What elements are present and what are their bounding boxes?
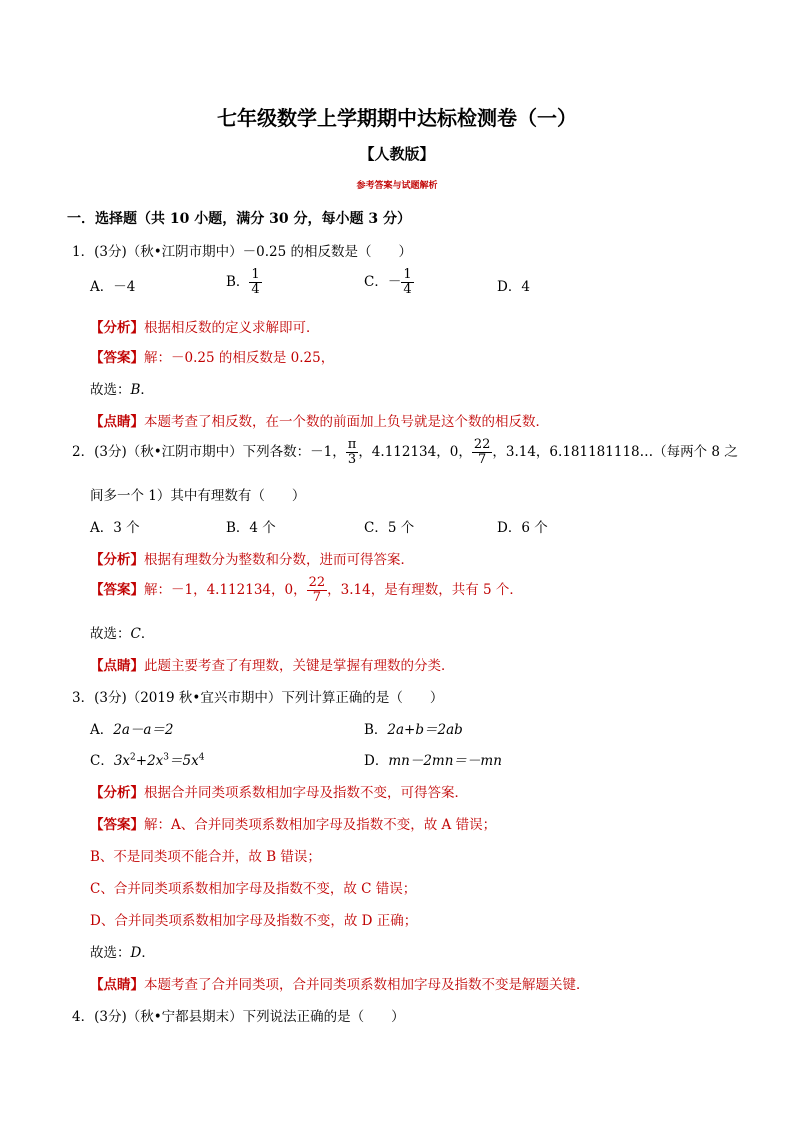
section-title: 一．选择题（共 10 小题，满分 30 分，每小题 3 分） bbox=[67, 211, 411, 227]
fraction-numerator: 22 bbox=[473, 437, 491, 452]
q2-analysis bbox=[90, 548, 414, 568]
q2-stem-line2: 间多一个 1）其中有理数有（ ） bbox=[90, 488, 306, 504]
q2-analysis-text: 根据有理数分为整数和分数，进而可得答案． bbox=[144, 552, 414, 568]
answer-tag: 【答案】 bbox=[90, 350, 144, 366]
q1-option-a: A．－4 bbox=[90, 279, 136, 295]
answer-tag: 【答案】 bbox=[90, 817, 144, 833]
comment-tag: 【点睛】 bbox=[90, 658, 144, 674]
q3-answer-line2: B、不是同类项不能合并，故 B 错误； bbox=[90, 849, 321, 865]
answer-tag: 【答案】 bbox=[90, 582, 144, 598]
choice-suffix: ． bbox=[140, 626, 155, 642]
fraction-numerator: 1 bbox=[251, 267, 260, 282]
choice-suffix: ． bbox=[140, 382, 154, 398]
q2-choice bbox=[90, 622, 154, 642]
choice-prefix: 故选： bbox=[90, 626, 131, 642]
q1-option-b-prefix: B． bbox=[226, 274, 250, 290]
q1-comment bbox=[90, 410, 549, 430]
q2-stem bbox=[72, 438, 738, 467]
q3-analysis-text: 根据合并同类项系数相加字母及指数不变，可得答案． bbox=[144, 785, 468, 801]
q3-analysis bbox=[90, 781, 468, 801]
q2-answer-fraction bbox=[307, 576, 328, 605]
q3-option-b-expr: 2a+b＝2ab bbox=[387, 722, 463, 738]
q2-22-7-fraction bbox=[472, 438, 493, 467]
q1-answer bbox=[90, 346, 334, 366]
q1-stem: 1．(3分)（秋•江阴市期中）－0.25 的相反数是（ ） bbox=[72, 244, 413, 260]
q3-choice bbox=[90, 941, 155, 961]
q3-option-d-expr: mn－2mn＝－mn bbox=[388, 753, 502, 769]
option-prefix: D． bbox=[364, 753, 389, 769]
exponent: 3 bbox=[163, 752, 170, 763]
q3-answer-line3: C、合并同类项系数相加字母及指数不变，故 C 错误； bbox=[90, 881, 417, 897]
q1-analysis-text: 根据相反数的定义求解即可． bbox=[144, 320, 320, 336]
exponent: 2 bbox=[130, 752, 136, 763]
q2-option-b: B．4 个 bbox=[226, 520, 276, 536]
q1-option-c bbox=[364, 268, 414, 297]
q3-answer-line4: D、合并同类项系数相加字母及指数不变，故 D 正确； bbox=[90, 913, 418, 929]
choice-prefix: 故选： bbox=[90, 945, 131, 961]
edition-label: 【人教版】 bbox=[359, 145, 435, 163]
q3-choice-letter: D bbox=[130, 945, 142, 961]
q3-comment-text: 本题考查了合并同类项，合并同类项系数相加字母及指数不变是解题关键． bbox=[144, 977, 590, 993]
q3-option-c-result: ＝5x bbox=[169, 753, 199, 769]
q2-stem-part-c: ，3.14，6.181181118…（每两个 8 之 bbox=[492, 444, 738, 460]
q3-option-c bbox=[90, 749, 204, 769]
fraction-denominator: 7 bbox=[472, 452, 493, 467]
fraction-denominator: 4 bbox=[251, 282, 260, 297]
option-prefix: C． bbox=[90, 753, 114, 769]
choice-prefix: 故选： bbox=[90, 382, 131, 398]
q2-comment-text: 此题主要考查了有理数，关键是掌握有理数的分类． bbox=[144, 658, 455, 674]
q1-choice bbox=[90, 378, 154, 398]
q1-option-d: D．4 bbox=[497, 279, 530, 295]
option-prefix: B． bbox=[364, 722, 388, 738]
q1-option-b-fraction bbox=[249, 268, 261, 297]
comment-tag: 【点睛】 bbox=[90, 977, 144, 993]
analysis-tag: 【分析】 bbox=[90, 552, 144, 568]
q3-option-c-term1: 3x bbox=[113, 753, 131, 769]
q2-answer-part-a: 解：－1，4.112134，0， bbox=[144, 582, 307, 598]
q1-option-b bbox=[226, 268, 262, 297]
answer-header: 参考答案与试题解析 bbox=[356, 181, 438, 191]
q2-pi-fraction bbox=[346, 438, 359, 467]
q3-comment bbox=[90, 973, 590, 993]
q2-option-d: D．6 个 bbox=[497, 520, 548, 536]
q3-answer-line1: 解：A、合并同类项系数相加字母及指数不变，故 A 错误； bbox=[144, 817, 497, 833]
q3-option-a bbox=[90, 718, 174, 738]
fraction-numerator: 22 bbox=[308, 575, 326, 590]
q4-stem: 4．(3分)（秋•宁都县期末）下列说法正确的是（ ） bbox=[72, 1009, 405, 1025]
q3-answer bbox=[90, 813, 496, 833]
q3-option-d bbox=[364, 749, 502, 769]
fraction-denominator: 4 bbox=[403, 282, 412, 297]
exponent: 4 bbox=[198, 752, 205, 763]
q2-option-c: C．5 个 bbox=[364, 520, 415, 536]
q1-choice-letter: B bbox=[130, 382, 141, 398]
fraction-denominator: 7 bbox=[307, 590, 328, 605]
fraction-numerator: 1 bbox=[403, 267, 412, 282]
q2-stem-part-a: 2．(3分)（秋•江阴市期中）下列各数：－1， bbox=[72, 444, 346, 460]
q2-answer-part-b: ，3.14，是有理数，共有 5 个． bbox=[327, 582, 523, 598]
choice-suffix: ． bbox=[141, 945, 155, 961]
q2-option-a: A．3 个 bbox=[90, 520, 140, 536]
q3-option-c-term2: +2x bbox=[135, 753, 164, 769]
page-title: 七年级数学上学期期中达标检测卷（一） bbox=[217, 106, 577, 130]
q2-choice-letter: C bbox=[130, 626, 141, 642]
q1-analysis bbox=[90, 316, 320, 336]
q2-comment bbox=[90, 654, 455, 674]
q2-answer bbox=[90, 576, 523, 605]
q3-option-b bbox=[364, 718, 463, 738]
q3-stem: 3．(3分)（2019 秋•宜兴市期中）下列计算正确的是（ ） bbox=[72, 690, 444, 706]
analysis-tag: 【分析】 bbox=[90, 320, 144, 336]
q3-option-a-expr: 2a－a＝2 bbox=[113, 722, 174, 738]
option-prefix: A． bbox=[90, 722, 114, 738]
fraction-denominator: 3 bbox=[346, 452, 359, 467]
q1-option-c-prefix: C．－ bbox=[364, 274, 402, 290]
q1-answer-text: 解：－0.25 的相反数是 0.25， bbox=[144, 350, 335, 366]
comment-tag: 【点睛】 bbox=[90, 414, 144, 430]
q1-comment-text: 本题考查了相反数，在一个数的前面加上负号就是这个数的相反数． bbox=[144, 414, 549, 430]
q1-option-c-fraction bbox=[401, 268, 413, 297]
fraction-numerator: π bbox=[347, 437, 357, 452]
analysis-tag: 【分析】 bbox=[90, 785, 144, 801]
q2-stem-part-b: ，4.112134，0， bbox=[358, 444, 472, 460]
